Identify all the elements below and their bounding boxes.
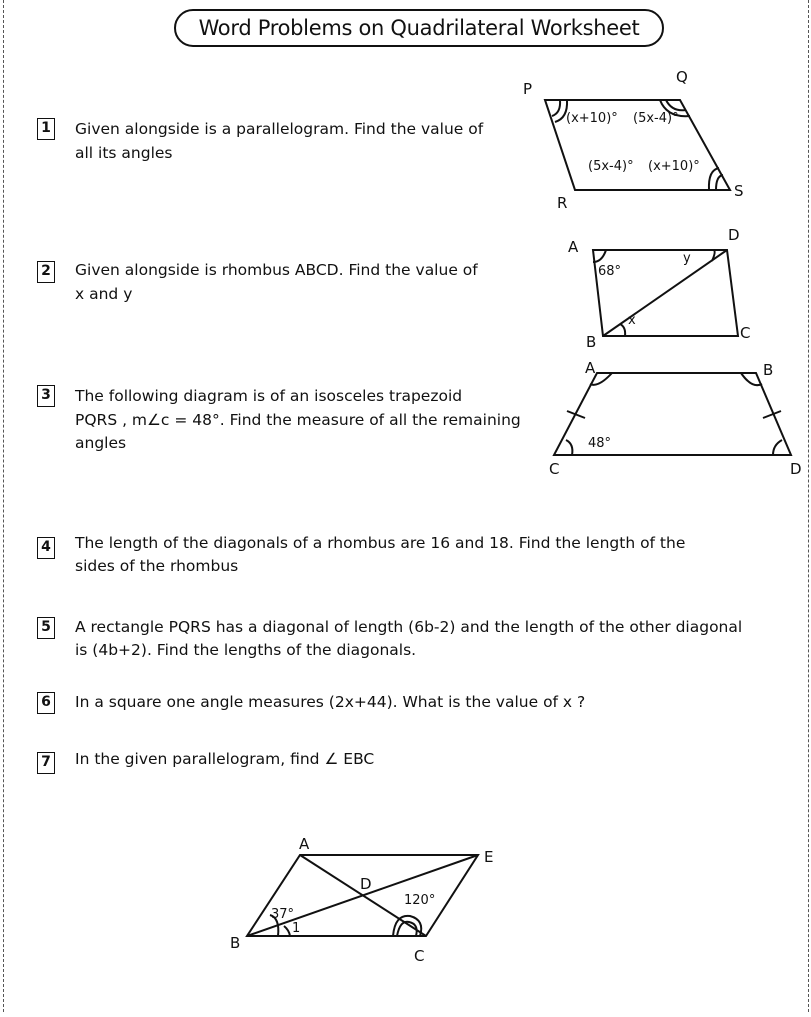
angle-q-label: (5x-4)° [633, 111, 679, 126]
vertex-c: C [740, 324, 751, 342]
question-text: The following diagram is of an isosceles trapezoid [75, 387, 463, 405]
vertex-b: B [230, 934, 241, 952]
angle-s-label: (x+10)° [648, 159, 700, 174]
vertex-a: A [299, 835, 310, 853]
angle-y-label: y [683, 251, 691, 266]
question-text: x and y [75, 285, 133, 303]
vertex-a: A [585, 359, 596, 377]
question-number: 2 [37, 261, 55, 283]
question-number: 1 [37, 118, 55, 140]
question-number: 5 [37, 617, 55, 639]
vertex-c: C [414, 947, 425, 965]
vertex-a: A [568, 238, 579, 256]
vertex-s: S [734, 182, 744, 200]
vertex-r: R [557, 194, 568, 212]
angle-b-label: 37° [271, 907, 295, 922]
angle-arc-b-inner [284, 926, 290, 936]
question-text: all its angles [75, 144, 173, 162]
question-number: 7 [37, 752, 55, 774]
angle-c-label: 48° [588, 436, 612, 451]
worksheet-title: Word Problems on Quadrilateral Worksheet [174, 9, 664, 47]
angle-r-label: (5x-4)° [588, 159, 634, 174]
vertex-b: B [763, 361, 774, 379]
vertex-c: C [549, 460, 560, 478]
question-text: The length of the diagonals of a rhombus are 16 and 18. Find the length of the [75, 534, 686, 552]
question-text: In a square one angle measures (2x+44). What is the value of x ? [75, 693, 586, 711]
question-text: sides of the rhombus [75, 557, 239, 575]
question-text: PQRS , m∠c = 48°. Find the measure of all the remaining [75, 411, 521, 429]
angle-mark-1: 1 [292, 921, 301, 936]
question-text: angles [75, 434, 127, 452]
question-number: 3 [37, 385, 55, 407]
angle-c-label: 120° [404, 893, 436, 908]
question-text: Given alongside is a parallelogram. Find the value of [75, 120, 484, 138]
angle-a-label: 68° [598, 264, 622, 279]
vertex-d: D [728, 226, 740, 244]
question-text: In the given parallelogram, find ∠ EBC [75, 750, 375, 768]
angle-x-label: x [628, 313, 636, 328]
question-number: 6 [37, 692, 55, 714]
question-text: is (4b+2). Find the lengths of the diagonals. [75, 641, 417, 659]
vertex-d: D [360, 875, 372, 893]
vertex-e: E [484, 848, 494, 866]
question-text: Given alongside is rhombus ABCD. Find the value of [75, 261, 478, 279]
vertex-d: D [790, 460, 802, 478]
question-text: A rectangle PQRS has a diagonal of length (6b-2) and the length of the other diagonal [75, 618, 743, 636]
question-number: 4 [37, 537, 55, 559]
vertex-q: Q [676, 68, 688, 86]
angle-p-label: (x+10)° [566, 111, 618, 126]
vertex-b: B [586, 333, 597, 351]
vertex-p: P [523, 80, 533, 98]
